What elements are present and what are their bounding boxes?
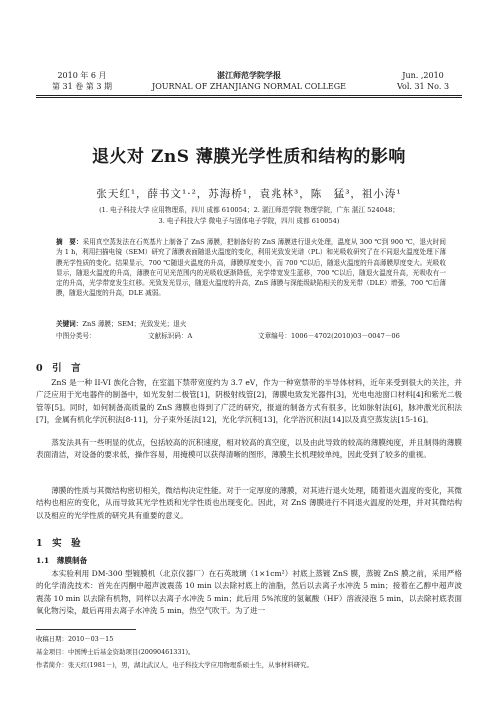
keywords-text: ZnS 薄膜；SEM；光致发光；退火 [82,320,187,328]
footnote-received: 收稿日期：2010－03－15 [36,635,114,643]
section-heading-experiment: 1 实 验 [36,538,81,549]
header-month-en: Jun. ,2010 [402,71,444,80]
experiment-paragraph-1: 本实验利用 DM-300 型镀膜机（北京仪器厂）在石英玻璃（1×1cm²）衬底上蒸镀 ZnS 膜，蒸镀 ZnS 膜之前，采用严格的化学清洗技术：首先在丙酮中超声波震荡 10 min 以去除衬底上的油脂，然后以去离子水冲洗 5 min；接着在乙醇中超声波震荡 10 min 以去除有机物，同样以去离子水冲洗 5 min；此后用 5%浓度的氢氟酸（HF）溶液浸泡 5 min，以去除衬底表面氧化物污染，最后再用去离子水冲洗 5 min，热空气吹干。为了进一 [36,569,462,616]
classification-line [56,331,446,341]
abstract-label: 摘 要： [56,238,83,246]
document-code: 文献标识码：A [148,332,193,340]
abstract [56,237,446,299]
section-heading-intro: 0 引 言 [36,363,81,374]
header-date: 2010 年 6 月 [57,71,107,80]
header-volume-en [384,70,462,92]
affiliation-line-1: (1. 电子科技大学 应用物理系，四川 成都 610054；2. 湛江师范学院 物理学院，广东 湛江 524048； [99,206,399,214]
affiliation-line-2: 3. 电子科技大学 微电子与固体电子学院，四川 成都 610054) [158,217,340,225]
footnote-rule [36,629,136,630]
subsection-heading-film-prep: 1.1 薄膜制备 [36,556,88,565]
article-number: 文章编号：1006－4702(2010)03－0047－06 [258,332,400,340]
header-rule-thin [36,97,462,98]
keywords [56,319,446,329]
intro-paragraph-1: ZnS 是一种 II-VI 族化合物，在室温下禁带宽度约为 3.7 eV，作为一种宽禁带的半导体材料，近年来受到很大的关注，并广泛应用于光电器件的制备中，如光发射二极管[1]，阴极射线管[2]，薄膜电致发光器件[3]，光电电池窗口材料[4]和紫光二极管等[5]。同时，如何制备高质量的 ZnS 薄膜也得到了广泛的研究，报道的制备方式有很多，比如脉射法[6]，脉冲激光沉积法[7]，金属有机化学沉积法[8-11]，分子束外延法[12]，光化学沉积[13]，化学浴沉积法[14]以及真空蒸发法[15-16]。 [36,378,462,425]
journal-name-cn: 湛江师范学院学报 [217,70,281,80]
intro-paragraph-2: 蒸发法具有一些明显的优点，包括较高的沉积速度，相对较高的真空度，以及由此导致的较高的薄膜纯度，并且制得的薄膜表面清洁，对设备的要求低，操作容易，用掩模可以获得清晰的图形，薄膜生长机理较单纯，因此受到了较多的重视。 [36,438,462,460]
keywords-label: 关键词： [56,320,83,328]
footnote-author: 作者简介：张天红(1981－)，男，湖北武汉人，电子科技大学应用物理系硕士生，从事材料研究。 [36,661,313,669]
header-volume-cn: 第 31 卷 第 3 期 [52,82,112,91]
journal-name-en: JOURNAL OF ZHANJIANG NORMAL COLLEGE [152,82,346,91]
paper-title: 退火对 ZnS 薄膜光学性质和结构的影响 [92,147,406,167]
header-rule [36,95,462,96]
running-header [36,70,462,94]
author-list: 张天红¹，薛书文¹·²，苏海桥¹，袁兆林³，陈 猛³，祖小涛¹ [96,188,402,200]
abstract-text: 采用真空蒸发法在石英基片上制备了 ZnS 薄膜，把制备好的 ZnS 薄膜进行退火处理，温度从 300 ℃到 900 ℃，退火时间为 1 h，利用扫描电镜（SEM）研究了薄膜表面随退火温度的变化，利用光致发光谱（PL）和光吸收研究了在不同退火温度处理下薄膜光学性质的变化。结果显示，700 ℃随退火温度的升高，薄膜厚度变小，而 700 ℃以后，随退火温度的升高薄膜厚度变大。光吸收显示，随退火温度的升高，薄膜在可见光范围内的光吸收逐渐降低，光学带宽发生蓝移，700 ℃以后，随退火温度升高，光吸收有一定的升高，光学带宽发生红移。光致发光显示，随退火温度的升高，ZnS 薄膜与深能级缺陷相关的发光带（DLE）增强，700 ℃后薄膜，随退火温度的升高，DLE 减弱。 [56,238,446,298]
header-vol-no: Vol. 31 No. 3 [396,82,450,91]
footnote-fund: 基金项目：中国博士后基金资助项目(20090461331)。 [36,648,195,656]
clc-number: 中图分类号： [56,332,96,340]
intro-paragraph-3: 薄膜的性质与其微结构密切相关，微结构决定性能。对于一定厚度的薄膜，对其进行退火处理，随着退火温度的变化，其微结构也相应的变化，从而导致其光学性质和光学性质也出现变化。因此，对 ZnS 薄膜进行不同退火温度的处理，并对其微结构以及相应的光学性质的研究具有重要的意义。 [36,486,462,520]
